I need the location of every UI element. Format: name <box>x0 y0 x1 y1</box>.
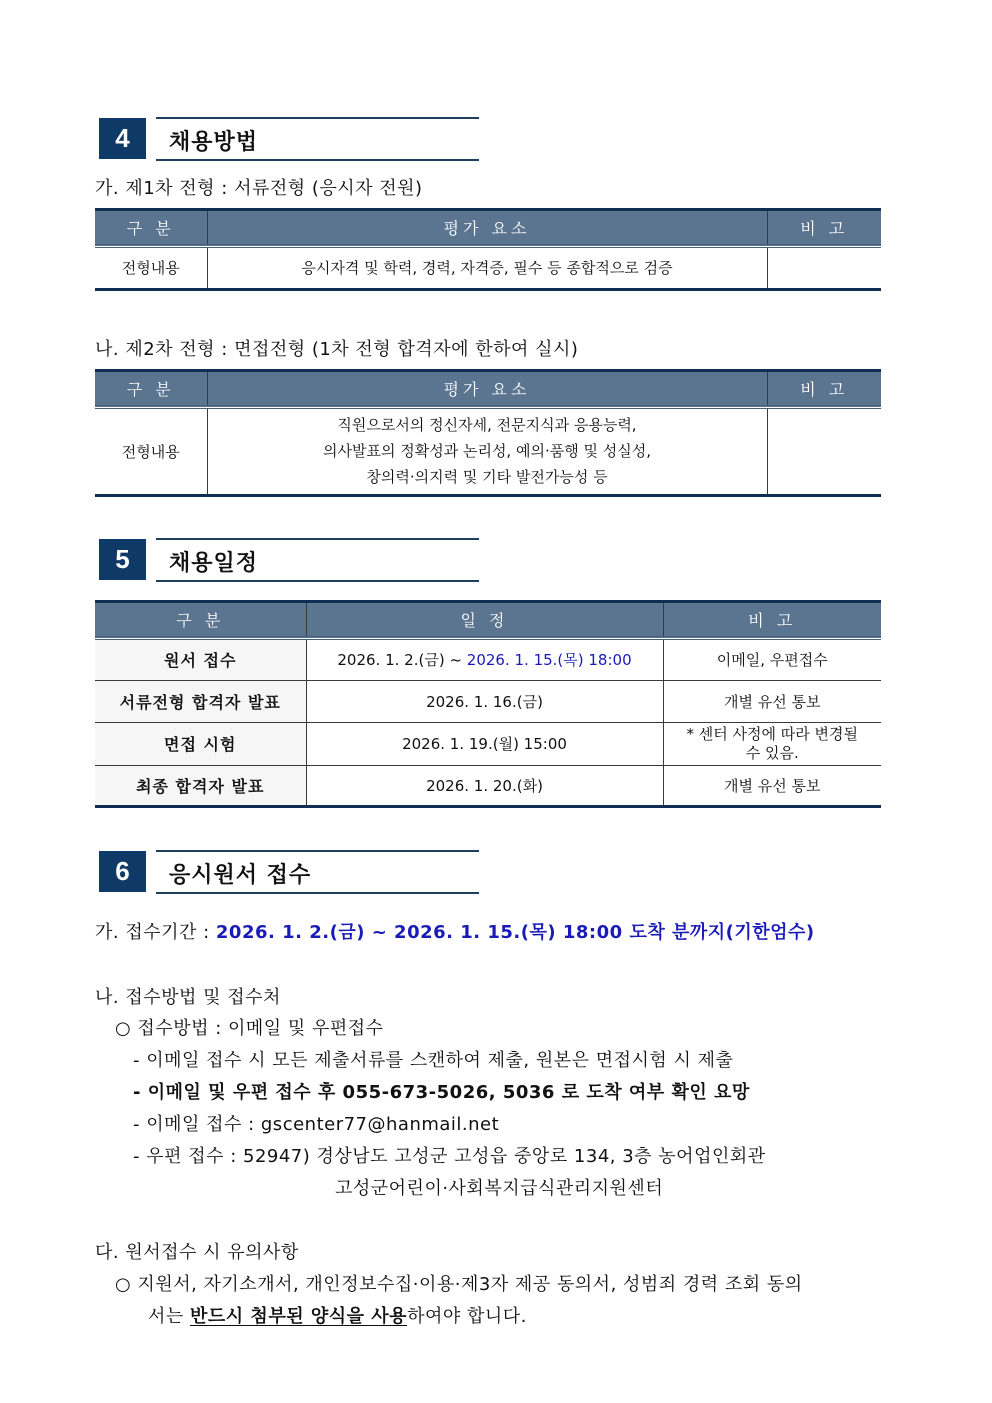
table-row <box>95 246 881 289</box>
stage1-heading: 가. 제1차 전형 : 서류전형 (응시자 전원) <box>95 178 423 199</box>
content-line: 창의력·의지력 및 기타 발전가능성 등 <box>366 468 608 487</box>
content-line: 의사발표의 정확성과 논리성, 예의·품행 및 성실성, <box>323 442 651 461</box>
header-category: 구 분 <box>95 602 306 639</box>
row-schedule: 2026. 1. 16.(금) <box>306 680 663 722</box>
schedule-start: 2026. 1. 2.(금) ~ <box>337 651 467 670</box>
row-schedule: 2026. 1. 20.(화) <box>306 765 663 806</box>
stage1-table <box>95 208 881 291</box>
notes-heading: 다. 원서접수 시 유의사항 <box>95 1242 299 1263</box>
section-title-box <box>156 117 479 161</box>
header-schedule: 일 정 <box>306 602 663 639</box>
section-title-box <box>156 538 479 582</box>
section-number-badge: 6 <box>99 851 146 892</box>
table-row <box>95 680 881 722</box>
schedule-end: 2026. 1. 15.(목) 18:00 <box>466 651 632 670</box>
table-row <box>95 722 881 765</box>
table-row <box>95 638 881 680</box>
row-category: 최종 합격자 발표 <box>95 765 306 806</box>
schedule-table <box>95 600 881 808</box>
row-note: 개별 유선 통보 <box>724 776 821 795</box>
header-note: 비 고 <box>767 210 881 247</box>
row-note <box>767 407 881 495</box>
notes-line2 <box>148 1302 527 1328</box>
note-line: * 센터 사정에 따라 변경될 <box>686 724 858 743</box>
table-row <box>95 765 881 806</box>
notes-prefix: 서는 <box>148 1306 190 1327</box>
row-schedule: 2026. 1. 19.(월) 15:00 <box>306 722 663 765</box>
header-note: 비 고 <box>767 371 881 408</box>
notes-emphasis: 반드시 첨부된 양식을 사용 <box>190 1306 408 1327</box>
method-item-emphasis: - 이메일 및 우편 접수 후 055-673-5026, 5036 로 도착 여부 확인 요망 <box>133 1082 750 1103</box>
application-period <box>95 918 815 944</box>
header-criteria: 평가 요소 <box>207 210 767 247</box>
period-value: 2026. 1. 2.(금) ~ 2026. 1. 15.(목) 18:00 도착 분까지(기한엄수) <box>215 922 815 943</box>
section-number-badge: 4 <box>99 118 146 159</box>
header-category: 구 분 <box>95 210 207 247</box>
stage2-heading: 나. 제2차 전형 : 면접전형 (1차 전형 합격자에 한하여 실시) <box>95 339 579 360</box>
notes-suffix: 하여야 합니다. <box>407 1306 527 1327</box>
row-content: 응시자격 및 학력, 경력, 자격증, 필수 등 종합적으로 검증 <box>207 246 767 289</box>
notes-line1: ○ 지원서, 자기소개서, 개인정보수집·이용·제3자 제공 동의서, 성범죄 경력 조회 동의 <box>115 1274 803 1295</box>
row-note: 개별 유선 통보 <box>724 692 821 711</box>
header-note: 비 고 <box>663 602 881 639</box>
period-label: 가. 접수기간 : <box>95 922 216 943</box>
row-note: 이메일, 우편접수 <box>716 651 828 670</box>
address-line2: 고성군어린이·사회복지급식관리지원센터 <box>335 1178 664 1199</box>
row-category: 서류전형 합격자 발표 <box>95 680 306 722</box>
section-4-heading <box>99 118 479 160</box>
row-category: 전형내용 <box>95 407 207 495</box>
note-line: 수 있음. <box>745 743 799 762</box>
content-line: 직원으로서의 정신자세, 전문지식과 응용능력, <box>337 416 637 435</box>
row-schedule <box>306 638 663 680</box>
section-5-heading <box>99 539 479 581</box>
table-header-row <box>95 210 881 247</box>
method-bullet: ○ 접수방법 : 이메일 및 우편접수 <box>115 1018 384 1039</box>
header-category: 구 분 <box>95 371 207 408</box>
section-6-heading <box>99 851 479 893</box>
section-title: 채용방법 <box>169 130 259 155</box>
section-title-box <box>156 850 479 894</box>
stage2-table <box>95 369 881 497</box>
header-criteria: 평가 요소 <box>207 371 767 408</box>
method-item-email: - 이메일 접수 : gscenter77@hanmail.net <box>133 1114 500 1135</box>
table-header-row <box>95 371 881 408</box>
row-content <box>207 407 767 495</box>
section-title: 채용일정 <box>169 551 259 576</box>
row-note <box>663 722 881 765</box>
table-row <box>95 407 881 495</box>
section-number-badge: 5 <box>99 539 146 580</box>
method-item-post: - 우편 접수 : 52947) 경상남도 고성군 고성읍 중앙로 134, 3층 농어업인회관 <box>133 1146 766 1167</box>
row-category: 전형내용 <box>95 246 207 289</box>
table-header-row <box>95 602 881 639</box>
row-note <box>767 246 881 289</box>
method-item: - 이메일 접수 시 모든 제출서류를 스캔하여 제출, 원본은 면접시험 시 제출 <box>133 1050 734 1071</box>
method-heading: 나. 접수방법 및 접수처 <box>95 987 281 1008</box>
row-category: 원서 접수 <box>95 638 306 680</box>
row-category: 면접 시험 <box>95 722 306 765</box>
section-title: 응시원서 접수 <box>169 863 312 888</box>
